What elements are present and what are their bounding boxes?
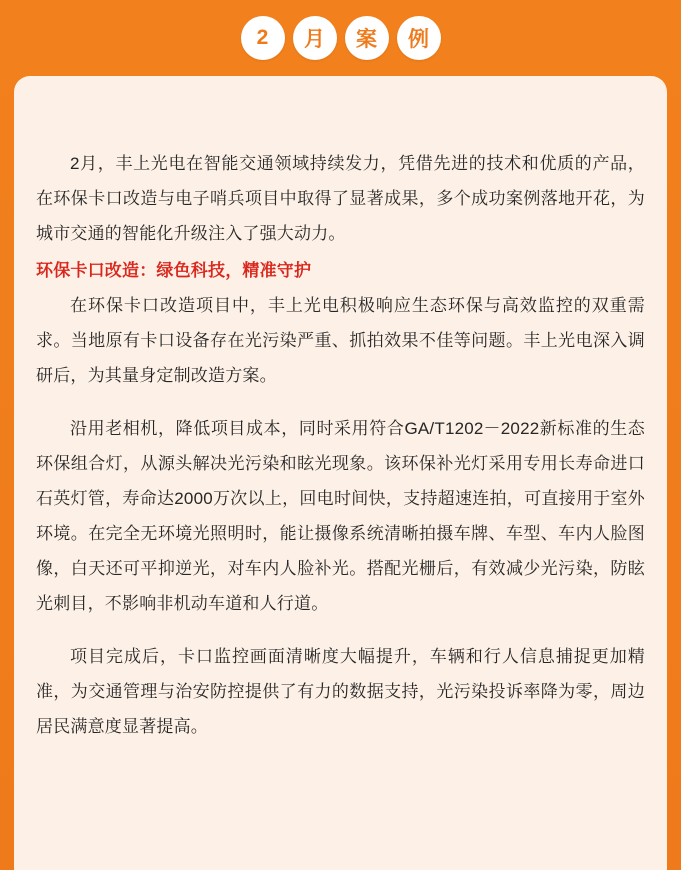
badge-header [0, 0, 681, 72]
article-card [14, 76, 667, 870]
article-body-paragraph-3: 项目完成后，卡口监控画面清晰度大幅提升，车辆和行人信息捕捉更加精准，为交通管理与治安防控提供了有力的数据支持，光污染投诉率降为零，周边居民满意度显著提高。 [36, 647, 645, 736]
badge-month-number: 2 [241, 16, 285, 60]
badge-case-2: 例 [397, 16, 441, 60]
article-section-heading: 环保卡口改造：绿色科技，精准守护 [36, 261, 312, 280]
article-intro-paragraph: 2月，丰上光电在智能交通领域持续发力，凭借先进的技术和优质的产品，在环保卡口改造与电子哨兵项目中取得了显著成果，多个成功案例落地开花，为城市交通的智能化升级注入了强大动力。 [36, 154, 645, 243]
paragraph-spacer-2 [36, 621, 645, 639]
article-body-paragraph-1: 在环保卡口改造项目中，丰上光电积极响应生态环保与高效监控的双重需求。当地原有卡口设备存在光污染严重、抓拍效果不佳等问题。丰上光电深入调研后，为其量身定制改造方案。 [36, 296, 645, 385]
badge-case-1: 案 [345, 16, 389, 60]
paragraph-spacer-1 [36, 393, 645, 411]
article-body-paragraph-2: 沿用老相机，降低项目成本，同时采用符合GA/T1202－2022新标准的生态环保组合灯，从源头解决光污染和眩光现象。该环保补光灯采用专用长寿命进口石英灯管，寿命达2000万次以上，回电时间快，支持超速连拍，可直接用于室外环境。在完全无环境光照明时，能让摄像系统清晰拍摄车牌、车型、车内人脸图像，白天还可平抑逆光，对车内人脸补光。搭配光栅后，有效减少光污染，防眩光刺目，不影响非机动车道和人行道。 [36, 419, 645, 613]
badge-month-unit: 月 [293, 16, 337, 60]
